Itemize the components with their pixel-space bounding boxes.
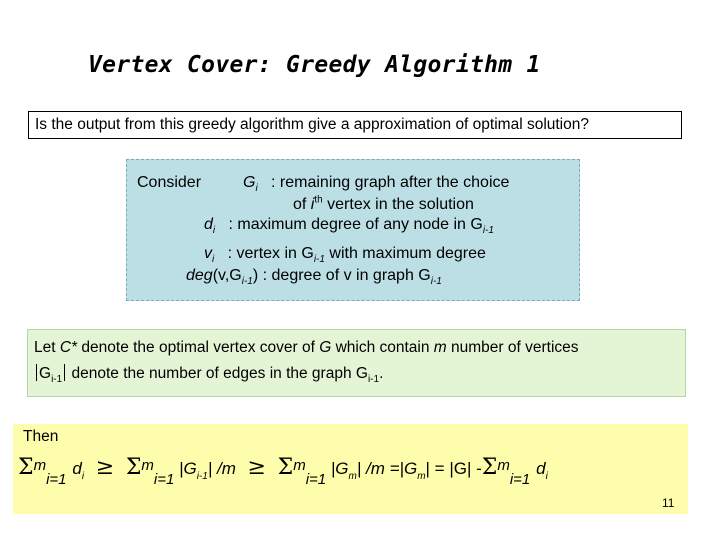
g-desc: : remaining graph after the choice bbox=[271, 174, 510, 191]
def-cstar: C* bbox=[59, 339, 78, 356]
d-desc: : maximum degree of any node in G bbox=[228, 216, 483, 233]
definition-line-2 bbox=[34, 364, 383, 384]
question-box: Is the output from this greedy algorithm give a approximation of optimal solution? bbox=[28, 111, 682, 139]
def2-text: denote the number of edges in the graph G bbox=[67, 365, 368, 382]
sigma-2-lower: i=1 bbox=[153, 471, 175, 488]
deg-args: (v,G bbox=[212, 267, 242, 284]
def-text-2: which contain bbox=[331, 339, 434, 356]
def2-sub: i-1 bbox=[367, 374, 380, 386]
d-symbol: d bbox=[204, 216, 213, 233]
tail-term: | = |G| - bbox=[425, 459, 482, 478]
then-label: Then bbox=[23, 428, 59, 445]
v-definition bbox=[204, 244, 486, 264]
g-desc2-th: th bbox=[314, 194, 323, 206]
abs-bar-left bbox=[36, 364, 37, 381]
definition-line-1 bbox=[34, 338, 579, 358]
slide-title: Vertex Cover: Greedy Algorithm 1 bbox=[88, 52, 541, 78]
def-text-1: denote the optimal vertex cover of bbox=[77, 339, 320, 356]
g-term-div: | /m bbox=[207, 459, 236, 478]
v-sub: i bbox=[212, 254, 215, 266]
d-desc-sub: i-1 bbox=[482, 225, 494, 237]
v-desc-sub: i-1 bbox=[313, 254, 325, 266]
sigma-4-upper: m bbox=[497, 457, 510, 474]
g-desc2-post: vertex in the solution bbox=[322, 196, 474, 213]
g-definition-cont bbox=[293, 195, 474, 215]
deg-definition bbox=[186, 266, 442, 286]
g-sub: i bbox=[255, 183, 258, 195]
v-symbol: v bbox=[204, 245, 212, 262]
d-term-2-sub: i bbox=[545, 471, 548, 482]
def2-g-sub: i-1 bbox=[51, 374, 63, 386]
page-number: 11 bbox=[662, 496, 675, 510]
sigma-3-lower: i=1 bbox=[305, 471, 327, 488]
sigma-1: Σ bbox=[18, 455, 34, 480]
abs-bar-right bbox=[64, 364, 65, 381]
g-term: |G bbox=[174, 459, 197, 478]
def2-end: . bbox=[379, 365, 384, 382]
gm-term-sub: m bbox=[348, 471, 357, 482]
g-symbol: G bbox=[243, 174, 256, 191]
definition-box bbox=[27, 329, 686, 397]
consider-label: Consider bbox=[137, 174, 202, 191]
sigma-4: Σ bbox=[481, 455, 498, 480]
g-definition bbox=[243, 173, 509, 193]
deg-desc-sub: i-1 bbox=[430, 276, 442, 288]
g-desc2-i: i bbox=[310, 196, 315, 213]
sigma-1-lower: i=1 bbox=[46, 471, 67, 488]
def2-g: G bbox=[39, 365, 52, 382]
deg-desc-pre: ) : degree of v in graph G bbox=[252, 267, 431, 284]
def-text-3: number of vertices bbox=[446, 339, 579, 356]
sigma-2: Σ bbox=[125, 455, 142, 480]
g-desc2-pre: of bbox=[293, 196, 311, 213]
d-term-2: d bbox=[536, 459, 546, 478]
sigma-1-upper: m bbox=[33, 457, 47, 474]
then-box bbox=[13, 424, 688, 514]
sigma-3-upper: m bbox=[293, 457, 306, 474]
deg-args-sub: i-1 bbox=[241, 276, 253, 288]
deg-symbol: deg bbox=[186, 267, 213, 284]
d-term-sub: i bbox=[81, 471, 85, 482]
gm-term-sub-2: m bbox=[417, 471, 426, 482]
d-definition bbox=[204, 215, 494, 235]
gm-term: |G bbox=[326, 459, 349, 478]
v-desc-pre: : vertex in G bbox=[227, 245, 314, 262]
gm-term-div: | /m =|G bbox=[356, 459, 418, 478]
sigma-3: Σ bbox=[277, 455, 294, 480]
v-desc-post: with maximum degree bbox=[324, 245, 486, 262]
d-sub: i bbox=[212, 225, 216, 237]
ge-sign-2: ≥ bbox=[247, 455, 266, 480]
inequality-formula bbox=[18, 448, 548, 492]
consider-box bbox=[126, 159, 580, 301]
sigma-2-upper: m bbox=[141, 457, 154, 474]
ge-sign-1: ≥ bbox=[95, 455, 115, 480]
d-term: d bbox=[72, 459, 82, 478]
def-g: G bbox=[319, 339, 332, 356]
g-term-sub: i-1 bbox=[196, 471, 208, 482]
def-let: Let bbox=[34, 339, 60, 356]
sigma-4-lower: i=1 bbox=[509, 471, 531, 488]
def-m: m bbox=[433, 339, 447, 356]
